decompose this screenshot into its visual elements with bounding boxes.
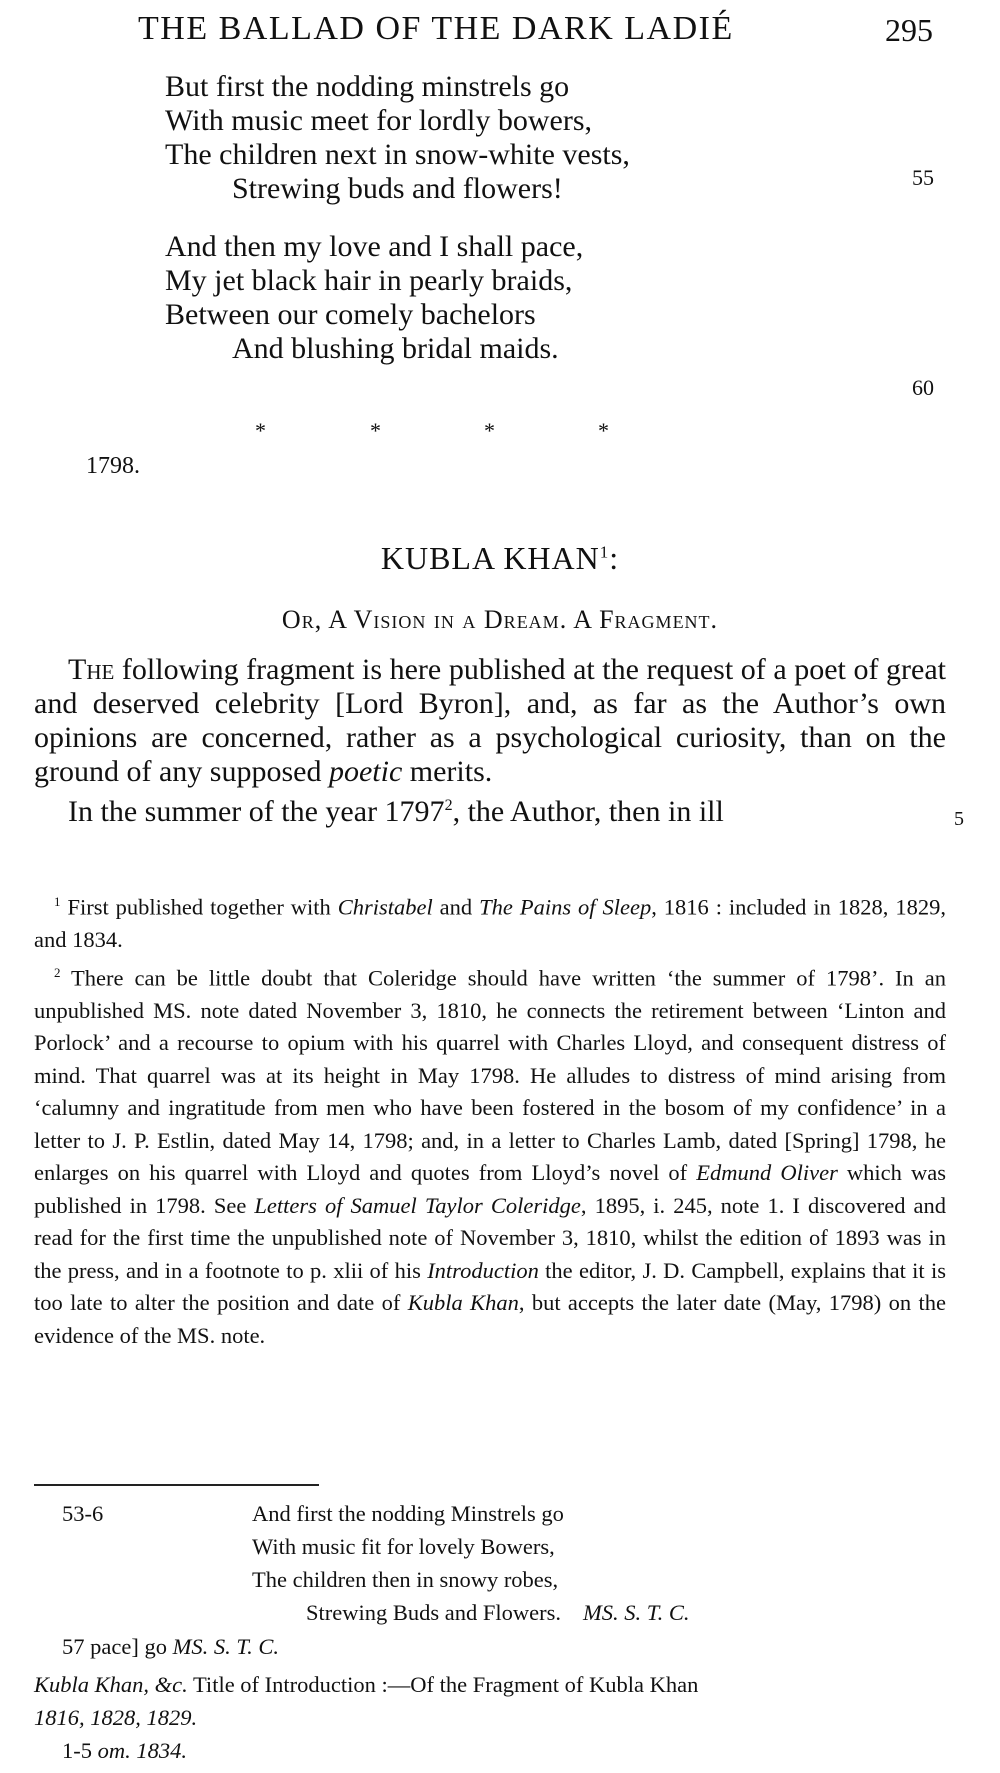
- footnote-number: 2: [54, 964, 61, 980]
- variant-entry: [62, 1738, 187, 1764]
- variant-line: [306, 1600, 689, 1626]
- poem-title-text: KUBLA KHAN: [380, 540, 600, 576]
- variant-source: MS. S. T. C.: [583, 1600, 690, 1625]
- margin-line-number: 5: [954, 808, 964, 830]
- text-run: and: [432, 894, 480, 920]
- poem-date: 1798.: [86, 453, 140, 479]
- variant-reference: 53-6: [62, 1501, 104, 1526]
- variant-source: om. 1834.: [97, 1738, 187, 1763]
- ornament-star: *: [484, 418, 495, 443]
- ornament-star: *: [598, 418, 609, 443]
- running-header-title: THE BALLAD OF THE DARK LADIÉ: [138, 10, 734, 47]
- variant-reference: 1-5: [62, 1738, 92, 1763]
- italic-run: Christabel: [337, 894, 433, 920]
- variant-entry: [62, 1634, 279, 1660]
- paragraph: [34, 789, 946, 829]
- footnote-divider: [34, 1484, 319, 1486]
- italic-run: Introduction: [427, 1257, 539, 1283]
- text-run: There can be little doubt that Coleridge should have written ‘the summer of 1798’. In an unpublished MS. note dated November 3, 1810, he connects the retirement between ‘Linton and Porlock’ and a recourse to opium with his quarrel with Charles Lloyd, and consequent distress of mind. That quarrel was at its height in May 1798. He alludes to distress of mind arising from ‘calumny and ingratitude from men who have been fostered in the bosom of my confidence’ in a letter to J. P. Estlin, dated May 14, 1798; and, in a letter to Charles Lamb, dated [Spring] 1798, he enlarges on his quarrel with Lloyd and quotes from Lloyd’s novel of: [34, 965, 946, 1185]
- footnote-number: 1: [54, 894, 61, 909]
- variant-line: With music fit for lovely Bowers,: [252, 1534, 555, 1559]
- text-run: pace] go: [84, 1634, 173, 1659]
- italic-run: poetic: [328, 755, 403, 788]
- footnote: [34, 957, 946, 1353]
- line-number: 55: [912, 165, 934, 190]
- poem-line: And blushing bridal maids.: [232, 332, 559, 365]
- poem-subtitle: Or, A Vision in a Dream. A Fragment.: [281, 605, 719, 634]
- text-run: In the summer of the year 1797: [68, 795, 445, 828]
- poem-line: The children next in snow-white vests,: [165, 138, 630, 171]
- paragraph: [34, 653, 946, 789]
- footnotes: [34, 886, 946, 1352]
- variant-line: The children then in snowy robes,: [252, 1567, 559, 1592]
- text-run: Strewing Buds and Flowers.: [306, 1600, 561, 1625]
- poem-line: And then my love and I shall pace,: [165, 230, 584, 263]
- ornament-star: *: [255, 418, 266, 443]
- variant-reference: Kubla Khan, &c.: [34, 1672, 188, 1697]
- text-run: Title of Introduction :—Of the Fragment of Kubla Khan: [187, 1672, 699, 1697]
- italic-run: The Pains of Sleep: [479, 894, 652, 920]
- title-colon: :: [609, 540, 620, 576]
- paragraph-lead: The: [68, 653, 115, 686]
- introduction-text: [34, 653, 946, 829]
- poem-line: Between our comely bachelors: [165, 298, 536, 331]
- text-run: following fragment is here published at the request of a poet of great and deserved celebrity [Lord Byron], and, as far as the Author’s own opinions are concerned, rather as a psychological curiosity, than on the ground of any supposed: [34, 653, 946, 788]
- footnote: [34, 886, 946, 957]
- poem-title: [0, 540, 1000, 577]
- title-footnote-marker: 1: [599, 542, 610, 562]
- text-run: , the Author, then in ill: [452, 795, 724, 828]
- variant-reference: 57: [62, 1634, 85, 1659]
- text-run: the editor, J. D. Campbell, explains that it is too late to alter the position and date of: [34, 1257, 946, 1315]
- variant-entry: [34, 1672, 698, 1698]
- text-run: which was published in 1798. See: [34, 1160, 946, 1218]
- poem-line: With music meet for lordly bowers,: [165, 104, 593, 137]
- poem-line: But first the nodding minstrels go: [165, 70, 570, 103]
- variant-source: 1816, 1828, 1829.: [34, 1705, 198, 1730]
- poem-line: My jet black hair in pearly braids,: [165, 264, 573, 297]
- page-number: 295: [885, 12, 933, 48]
- footnote-marker: 2: [444, 797, 453, 814]
- text-run: , but accepts the later date (May, 1798) on the evidence of the MS. note.: [34, 1290, 946, 1348]
- ornament-star: *: [370, 418, 381, 443]
- variant-source: MS. S. T. C.: [172, 1634, 280, 1659]
- text-run: , 1895, i. 245, note 1. I discovered and read for the first time the unpublished note of November 3, 1810, whilst the edition of 1893 was in the press, and in a footnote to p. xlii of his: [34, 1192, 947, 1283]
- italic-run: Letters of Samuel Taylor Coleridge: [254, 1192, 581, 1218]
- text-run: merits.: [402, 755, 493, 788]
- italic-run: Edmund Oliver: [696, 1160, 838, 1185]
- line-number: 60: [912, 375, 934, 400]
- variant-line: And first the nodding Minstrels go: [252, 1501, 564, 1526]
- text-run: , 1816 : included in 1828, 1829, and 1834.: [34, 894, 946, 952]
- text-run: First published together with: [60, 894, 338, 920]
- italic-run: Kubla Khan: [407, 1290, 519, 1315]
- poem-line: Strewing buds and flowers!: [232, 172, 563, 205]
